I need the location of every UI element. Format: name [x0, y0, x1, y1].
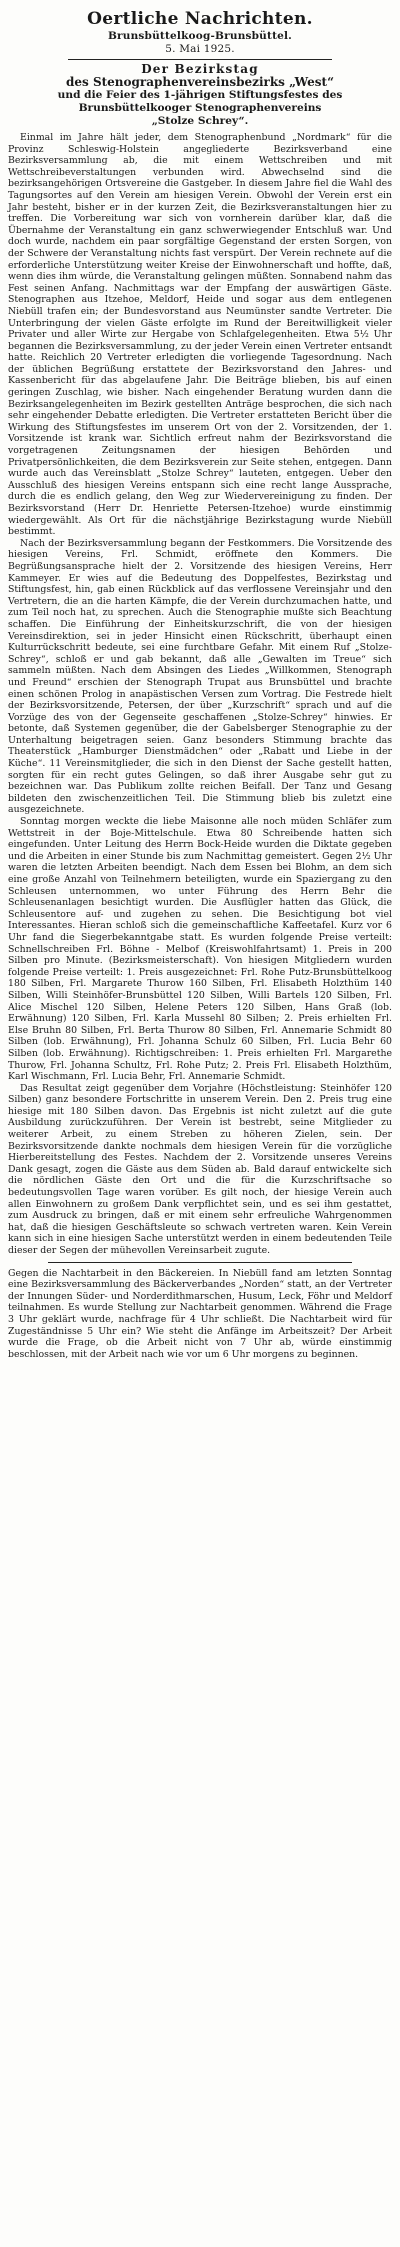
article-body: [8, 132, 392, 1257]
article-paragraph: Das Resultat zeigt gegenüber dem Vorjahre (Höchstleistung: Steinhöfer 120 Silben) ganz besondere Fortschritte in unserem Verein. Den 2. Preis trug eine hiesige mit 180 Silben davon. Das Ergebnis ist nicht zuletzt auf die gute Ausbildung zurückzuführen. Der Verein ist bestrebt, seine Mitglieder zu weiterer Arbeit, zu einem Streben zu höheren Zielen, sein. Der Bezirksvorsitzende dankte nochmals dem hiesigen Verein für die vorzügliche Hierbereitstellung des Festes. Nachdem der 2. Vorsitzende unseres Vereins Dank gesagt, zogen die Gäste aus dem Süden ab. Bald darauf entwickelte sich die nördlichen Gäste den Ort und die für die Kurzschriftsache so bedeutungsvollen Tage waren vorüber. Es gilt noch, der hiesige Verein auch allen Einwohnern zu großem Dank verpflichtet sein, und es sei ihm gestattet, zum Ausdruck zu bringen, daß er mit einem sehr erfreuliche Wahrgenommen hat, daß die hiesigen Geschäftsleute so schwach vertreten waren. Kein Verein kann sich in eine hiesigen Sache unterstützt werden in einem bedeutenden Teile dieser der Segen der mühevollen Vereinsarbeit zugute.: [8, 1082, 392, 1256]
short-news-item: [8, 1268, 392, 1361]
dateline-place: Brunsbüttelkoog-Brunsbüttel.: [107, 30, 293, 42]
short-news-text: Gegen die Nachtarbeit in den Bäckereien. In Niebüll fand am letzten Sonntag eine Bezirksversammlung des Bäckerverbandes „Norden“ statt, an der Vertreter der Innungen Süder- und Norderdithmarschen, Husum, Leck, Föhr und Meldorf teilnahmen. Es wurde Stellung zur Nachtarbeit genommen. Während die Frage 3 Uhr geklärt wurde, nachfrage für 4 Uhr schließt. Die Nachtarbeit wird für Zugeständnisse 5 Uhr ein? Wie steht die Anfänge im Arbeitszeit? Der Arbeit wurde die Frage, ob die Arbeit nicht von 7 Uhr ab, würde einstimmig beschlossen, mit der Arbeit nach wie vor um 6 Uhr morgens zu beginnen.: [8, 1267, 392, 1360]
dateline-date: 5. Mai 1925.: [165, 43, 235, 55]
headline-line-3: und die Feier des 1-jährigen Stiftungsfestes des: [57, 89, 343, 101]
article-paragraph: Einmal im Jahre hält jeder, dem Stenographenbund „Nordmark“ für die Provinz Schleswig-Holstein angegliederte Bezirksverband eine Bezirksversammlung ab, die mit einem Wettschreiben und mit Wettschreibeverstaltungen verbunden wird. Abwechselnd sind die bezirksangehörigen Ortsvereine die Gastgeber. In diesem Jahre fiel die Wahl des Tagungsortes auf den Verein am hiesigen Verein. Obwohl der Verein erst ein Jahr besteht, bisher er in der kurzen Zeit, die Bezirksveranstaltungen hier zu treffen. Die Vorbereitung war sich von vornherein darüber klar, daß die Übernahme der Veranstaltung ein ganz schwerwiegender Entschluß war. Und doch wurde, nachdem ein paar sorgfältige Gegenstand der ersten Sorgen, von der Schwere der Veranstaltung nichts fast verspürt. Der Verein rechnete auf die erforderliche Unterstützung weiter Kreise der Einwohnerschaft und hoffte, daß, wenn dies ihm würde, die Veranstaltung gelingen müßten. Sonnabend nahm das Fest seinen Anfang. Nachmittags war der Empfang der auswärtigen Gäste. Stenographen aus Itzehoe, Meldorf, Heide und sogar aus dem entlegenen Niebüll trafen ein; der Bundesvorstand aus Neumünster sandte Vertreter. Die Unterbringung der vielen Gäste erfolgte im Rund der Bereitwilligkeit vieler Privater und aller Wirte zur Hergabe von Schlafgelegenheiten. Etwa 5½ Uhr begannen die Bezirksversammlung, zu der jeder Verein einen Vertreter entsandt hatte. Reichlich 20 Vertreter erledigten die vorliegende Tagesordnung. Nach der üblichen Begrüßung erstattete der Bezirksvorstand den Jahres- und Kassenbericht für das abgelaufene Jahr. Die Beiträge blieben, bis auf einen geringen Zuschlag, wie bisher. Nach eingehender Beratung wurden dann die Bezirksangelegenheiten im Bezirk gestellten Anträge besprochen, die sich nach sehr eingehender Debatte erledigten. Die Vertreter erstatteten Bericht über die Wirkung des Stiftungsfestes im unserem Ort von der 2. Vorsitzenden, der 1. Vorsitzende ist krank war. Sichtlich erfreut nahm der Bezirksvorstand die vorgetragenen Zeitungsnamen der hiesigen Behörden und Privatpersönlichkeiten, die dem Bezirksverein zur Seite stehen, entgegen. Dann wurde auch das Vereinsblatt „Stolze Schrey“ lauteten, entgegen. Ueber den Ausschluß des hiesigen Vereins entspann sich eine recht lange Aussprache, durch die es endlich gelang, den Weg zur Wiedervereinigung zu finden. Der Bezirksvorstand (Herr Dr. Henriette Petersen-Itzehoe) wurde einstimmig wiedergewählt. Als Ort für die nächstjährige Bezirkstagung wurde Niebüll bestimmt.: [8, 132, 392, 538]
headline-line-2: des Stenographenvereinsbezirks „West“: [66, 75, 334, 89]
divider-rule: [68, 59, 332, 60]
headline-line-1: Der Bezirkstag: [141, 62, 259, 76]
headline-line-5: „Stolze Schrey“.: [151, 115, 249, 127]
headline-line-4: Brunsbüttelkooger Stenographenvereins: [78, 102, 322, 114]
section-title: Oertliche Nachrichten.: [87, 9, 313, 29]
article-headline: [8, 63, 392, 128]
article-paragraph: Sonntag morgen weckte die liebe Maisonne alle noch müden Schläfer zum Wettstreit in der Boje-Mittelschule. Etwa 80 Schreibende hatten sich eingefunden. Unter Leitung des Herrn Bock-Heide wurden die Diktate gegeben und die Arbeiten in einer Stunde bis zum Nachmittag gemeistert. Gegen 2½ Uhr waren die letzten Arbeiten beendigt. Nach dem Essen bei Blohm, an dem sich eine große Anzahl von Teilnehmern beteiligten, wurde ein Spaziergang zu den Schleusen unternommen, wo unter Führung des Herrn Behr die Schleusenanlagen besichtigt wurden. Die Ausflügler hatten das Glück, die Schleusentore auf- und zugehen zu sehen. Die Besichtigung bot viel Interessantes. Hieran schloß sich die gemeinschaftliche Kaffeetafel. Kurz vor 6 Uhr fand die Siegerbekanntgabe statt. Es wurden folgende Preise verteilt: Schnellschreiben Frl. Böhne - Melbof (Kreiswohlfahrtsamt) 1. Preis in 200 Silben pro Minute. (Bezirksmeisterschaft). Von hiesigen Mitgliedern wurden folgende Preise verteilt: 1. Preis ausgezeichnet: Frl. Rohe Putz-Brunsbüttelkoog 180 Silben, Frl. Margarete Thurow 160 Silben, Frl. Elisabeth Holzthüm 140 Silben, Willi Steinhöfer-Brunsbüttel 120 Silben, Willi Bartels 120 Silben, Frl. Alice Mischel 120 Silben, Helene Peters 120 Silben, Hans Graß (lob. Erwähnung) 120 Silben, Frl. Karla Mussehl 80 Silben; 2. Preis erhielten Frl. Else Bruhn 80 Silben, Frl. Berta Thurow 80 Silben, Frl. Annemarie Schmidt 80 Silben (lob. Erwähnung), Frl. Johanna Schulz 60 Silben, Frl. Lucia Behr 60 Silben (lob. Erwähnung). Richtigschreiben: 1. Preis erhielten Frl. Margarethe Thurow, Frl. Johanna Schultz, Frl. Rohe Putz; 2. Preis Frl. Elisabeth Holzthüm, Karl Wischmann, Frl. Lucia Behr, Frl. Annemarie Schmidt.: [8, 816, 392, 1083]
article-paragraph: Nach der Bezirksversammlung begann der Festkommers. Die Vorsitzende des hiesigen Vereins, Frl. Schmidt, eröffnete den Kommers. Die Begrüßungsansprache hielt der 2. Vorsitzende des hiesigen Vereins, Herr Kammeyer. Er wies auf die Bedeutung des Doppelfestes, Bezirkstag und Stiftungsfest, hin, gab einen Rückblick auf das verflossene Vereinsjahr und den Vertretern, die an die harten Kämpfe, die der Verein durchzumachen hatte, und zum Teil noch hat, zu sprechen. Auch die Stenographie mußte sich Beachtung schaffen. Die Einführung der Einheitskurzschrift, die von der hiesigen Vereinsdirektion, sei in jeder Hinsicht einen Rückschritt, überhaupt einen Kulturrückschritt bedeute, sei eine furchtbare Gefahr. Mit einem Ruf „Stolze-Schrey“, schloß er und gab bekannt, daß alle „Gewalten im Treue“ sich sammeln müßten. Nach dem Absingen des Liedes „Willkommen, Stenograph und Freund“ erschien der Stenograph Trupat aus Brunsbüttel und brachte einen schönen Prolog in anapästischen Versen zum Vortrag. Die Festrede hielt der Bezirksvorsitzende, Petersen, der über „Kurzschrift“ sprach und auf die Vorzüge des von der Gegenseite geschaffenen „Stolze-Schrey“ hinwies. Er betonte, daß Systemen gegenüber, die der Gabelsberger Stenographie zu der Unterhaltung beigetragen seien. Ganz besonders Stimmung brachte das Theaterstück „Hamburger Dienstmädchen“ oder „Rabatt und Liebe in der Küche“. 11 Vereinsmitglieder, die sich in den Dienst der Sache gestellt hatten, sorgten für ein recht gutes Gelingen, so daß ihrer Ausgabe sehr gut zu bezeichnen war. Das Publikum zollte reichen Beifall. Der Tanz und Gesang bildeten den zwischenzeitlichen Teil. Die Stimmung blieb bis zuletzt eine ausgezeichnete.: [8, 537, 392, 816]
divider-rule: [48, 1262, 352, 1263]
